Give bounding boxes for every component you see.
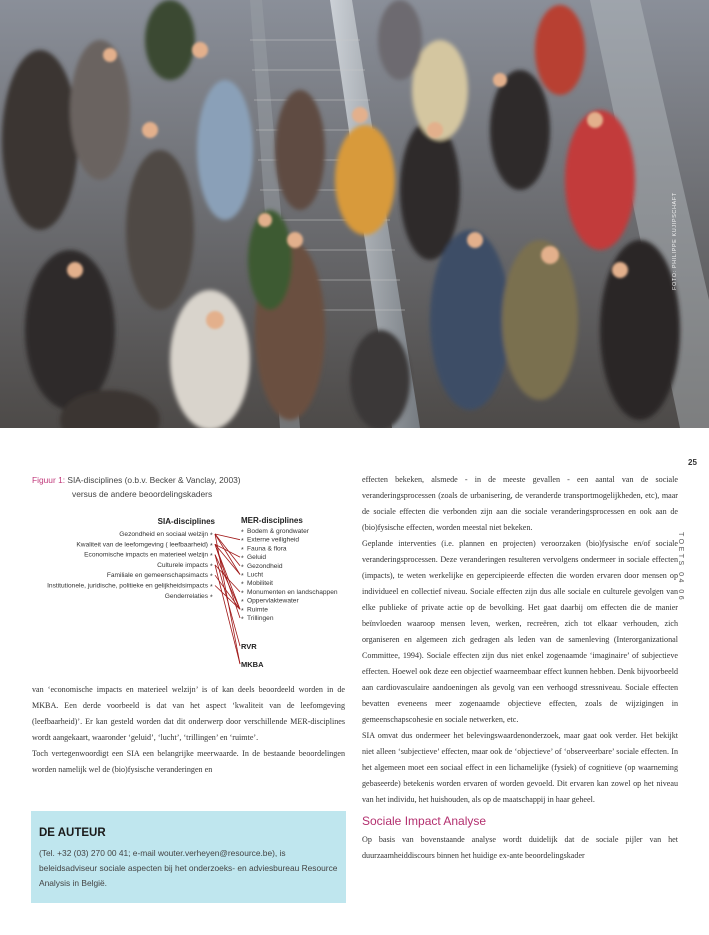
sia-item: Familiale en gemeenschapsimacts <box>106 572 208 580</box>
paragraph: Geplande interventies (i.e. plannen en projecten) veroorzaken (bio)fysische en/of sociale veranderingsprocessen. Deze veranderingen resulteren vervolgens ondermeer in sociale effecten (impacts), te weten werkelijke en gepercipieerde effecten die worden ervaren door mensen op individueel en collectief niveau. Sociale effecten zijn dus alle sociale en culturele gevolgen van elke publieke of private actie op de bevolking. Het gaat daarbij om effecten die de manier beïnvloeden waaroop mensen leven, werken, recreëren, zich tot elkaar verhouden, zich organiseren en algemeen zich gedragen als leden van de samenleving (Interorganizational Committee, 1994). Sociale effecten zijn dus niet enkel zogenaamde ‘imaginaire’ of subjectieve effecten. Hoewel ook deze een objectief waarneembaar effect kunnen hebben. Denk bijvoorbeeld aan cardiovasculaire aandoeningen als gevolg van een verhoogd stressniveau. Sociale effecten bevatten eveneens meer zogenaamde objectieve effecten, zoals de wijzigingen in gemeenschapscohesie en sociale netwerken, etc. <box>362 539 678 724</box>
figure-caption-line1: SIA-disciplines (o.b.v. Becker & Vanclay, 2003) <box>67 475 241 485</box>
mer-item: Fauna & flora <box>247 545 287 553</box>
side-tag: TOETS 04 06 <box>677 532 684 603</box>
sia-list <box>47 531 213 601</box>
mer-item-marker: * <box>241 555 244 563</box>
sia-item-marker: * <box>210 584 213 591</box>
sia-item-marker: * <box>210 542 213 550</box>
mer-item: Trillingen <box>247 615 274 622</box>
connector-line <box>215 544 240 574</box>
mer-item: Externe veiligheid <box>247 536 300 544</box>
photo-credit: FOTO: PHILIPPE KUJIPSCHAFT <box>672 192 678 290</box>
paragraph: Op basis van bovenstaande analyse wordt duidelijk dat de sociale pijler van het duurzaamheiddiscours binnen het huidige ex-ante beoordelingskader <box>362 835 678 860</box>
figure-caption-line2: versus de andere beoordelingskaders <box>72 489 213 499</box>
header-photo <box>0 0 709 428</box>
left-column <box>32 682 345 778</box>
sia-item: Kwaliteit van de leefomgeving ( leefbaarheid) <box>76 541 208 549</box>
mer-item: Bodem & grondwater <box>247 528 309 535</box>
figure-caption <box>32 473 352 501</box>
sia-item-marker: * <box>210 573 213 581</box>
author-box-title: DE AUTEUR <box>39 827 106 839</box>
sia-item: Culturele impacts <box>157 561 208 569</box>
sia-item: Economische impacts en materieel welzijn <box>84 551 208 559</box>
mer-item-marker: * <box>241 529 244 537</box>
page-number: 25 <box>688 458 697 467</box>
mer-item-marker: * <box>241 538 244 546</box>
author-box <box>31 811 346 903</box>
sia-item: Institutionele, juridische, politieke en gelijkheidsimpacts <box>47 582 208 590</box>
mer-item: Mobiliteit <box>247 580 274 588</box>
mer-item: Lucht <box>247 571 264 579</box>
sia-item-marker: * <box>210 532 213 540</box>
author-box-body: (Tel. +32 (03) 270 00 41; e-mail wouter.verheyen@resource.be), is beleidsadviseur sociale aspecten bij het onderzoeks- en adviesbureau Resource Analysis in België. <box>39 848 338 888</box>
mer-item-marker: * <box>241 590 244 598</box>
mer-item-marker: * <box>241 546 244 554</box>
sia-mer-diagram <box>0 510 360 668</box>
sia-item-marker: * <box>210 563 213 571</box>
mer-item-marker: * <box>241 564 244 572</box>
section-heading: Sociale Impact Analyse <box>362 814 487 828</box>
mer-item: Gezondheid <box>247 562 283 570</box>
mer-item-marker: * <box>241 581 244 589</box>
sia-item: Genderrelaties <box>164 592 208 600</box>
connector-line <box>215 565 240 664</box>
paragraph: SIA omvat dus ondermeer het belevingswaardenonderzoek, maar gaat ook verder. Het bekijkt niet alleen ‘subjectieve’ effecten, maar ook de ‘objectieve’ of ‘observeerbare’ sociale effecten. In het algemeen moet een sociaal effect in een lichamelijke (fysiek) of cognitieve (op waarneming gebaseerde) betekenis worden ervaren of worden gevoeld. Dit ervaren kan zowel op het niveau van het individu, het huishouden, als op de maatschappij in haar geheel. <box>362 731 678 804</box>
mer-list <box>241 528 338 624</box>
mer-item: Monumenten en landschappen <box>247 588 338 596</box>
mer-item-marker: * <box>241 599 244 607</box>
mer-item-marker: * <box>241 573 244 580</box>
mkba-label: MKBA <box>241 660 264 668</box>
sia-item-marker: * <box>210 553 213 561</box>
mer-heading: MER-disciplines <box>241 516 303 525</box>
paragraph: effecten bekeken, alsmede - in de meeste gevallen - een aantal van de sociale veranderingsprocessen (zoals de urbanisering, de veranderde transportmogelijkheden, etc), maar de sociale effecten die verbonden zijn aan die sociale veranderingsprocessen en ook aan de (bio)fysische effecten, worden meestal niet bekeken. <box>362 475 678 532</box>
mer-item: Geluid <box>247 554 267 562</box>
paragraph: van ‘economische impacts en materieel welzijn’ is of kan deels beoordeeld worden in de MKBA. Een derde voorbeeld is dat van het aspect ‘kwaliteit van de leefomgeving (leefbaarheid)’. Er kan gesteld worden dat dit onderwerp door verschillende MER-disciplines wordt aangekaart, waaronder ‘geluid’, ‘lucht’, ‘trillingen’ en ‘ruimte’. <box>32 685 345 742</box>
mer-item-marker: * <box>241 607 244 615</box>
sia-item-marker: * <box>210 594 213 602</box>
mer-item-marker: * <box>241 616 244 624</box>
connector-lines <box>215 534 240 664</box>
rvr-label: RVR <box>241 642 257 651</box>
mer-item: Oppervlaktewater <box>247 597 299 605</box>
sia-item: Gezondheid en sociaal welzijn <box>119 531 208 538</box>
sia-heading: SIA-disciplines <box>157 517 215 526</box>
paragraph: Toch vertegenwoordigt een SIA een belangrijke meerwaarde. In de bestaande beoordelingen worden namelijk wel de (bio)fysische veranderingen en <box>32 749 345 774</box>
right-column <box>362 472 678 864</box>
crowd-escalator-image <box>0 0 709 428</box>
figure-label: Figuur 1: <box>32 475 66 485</box>
mer-item: Ruimte <box>247 606 268 614</box>
